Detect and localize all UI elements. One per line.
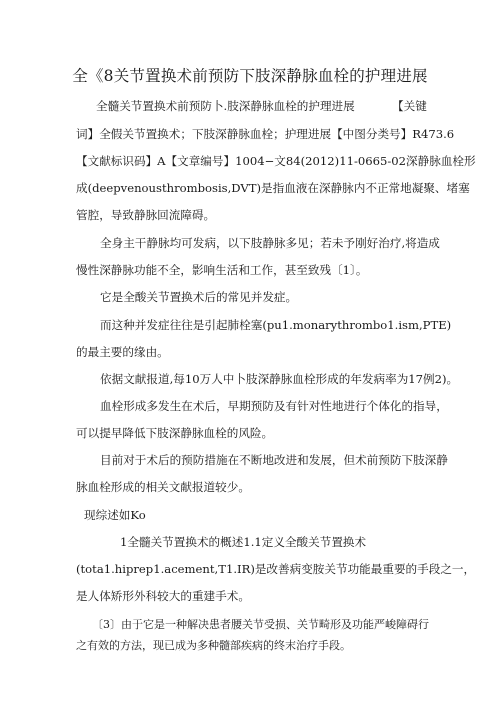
text-line: 管腔，导致静脉回流障碍。 <box>76 208 216 222</box>
text-line: 而这种并发症往往是引起肺栓塞(pu1.monarythrombo1.ism,PTE) <box>100 318 452 332</box>
text-line: 可以提早降低下肢深静脉血栓的风险。 <box>76 426 274 440</box>
text-line: 脉血栓形成的相关文献报道较少。 <box>76 480 250 494</box>
text-line: 〔3〕由于它是一种解决患者腰关节受损、关节畸形及功能严峻障碍行 <box>92 618 429 631</box>
text-line: 它是全酸关节置换术后的常见并发症。 <box>100 290 298 304</box>
text-line: 血栓形成多发生在术后，早期预防及有针对性地进行个体化的指导， <box>100 399 448 413</box>
text-line: 依据文献报道,每10万人中卜肢深静脉血栓形成的年发病率为17例2)。 <box>100 372 459 386</box>
text-line: 是人体矫形外科较大的重建手术。 <box>76 589 250 603</box>
text-line: 【关键 <box>392 99 427 113</box>
text-line: 的最主要的缘由。 <box>76 345 169 359</box>
text-line: (tota1.hiprep1.acement,T1.IR)是改善病变胺关节功能最重要的手段之一， <box>76 562 476 576</box>
text-line: 全髓关节置换术前预防卜.肢深静脉血栓的护理进展 <box>96 99 355 113</box>
page-title: 全《8关节置换术前预防下肢深静脉血栓的护理进展 <box>72 67 428 85</box>
text-line: 词】全假关节置换术；下肢深静脉血栓；护理进展【中图分类号】R473.6 <box>76 127 455 141</box>
text-line: 现综述如Ko <box>84 508 146 522</box>
text-line: 目前对于术后的预防措施在不断地改进和发展，但术前预防下肢深静 <box>100 453 448 467</box>
text-line: 成(deepvenousthrombosis,DVT)是指血液在深静脉内不正常地凝聚、堵塞 <box>76 181 470 195</box>
text-line: 【文献标识码】A【文章编号】1004−文84(2012)11-0665-02深静脉血栓形 <box>76 154 476 168</box>
text-line: 慢性深静脉功能不全，影响生活和工作，甚至致残〔1〕。 <box>76 263 368 277</box>
text-line: 全身主干静脉均可发病，以下肢静脉多见；若未予刚好治疗,将造成 <box>100 236 440 250</box>
text-line: 之有效的方法，现已成为多种髓部疾病的终末治疗手段。 <box>76 639 351 652</box>
text-line: 1全髓关节置换术的概述1.1定义全酸关节置换术 <box>120 535 367 549</box>
